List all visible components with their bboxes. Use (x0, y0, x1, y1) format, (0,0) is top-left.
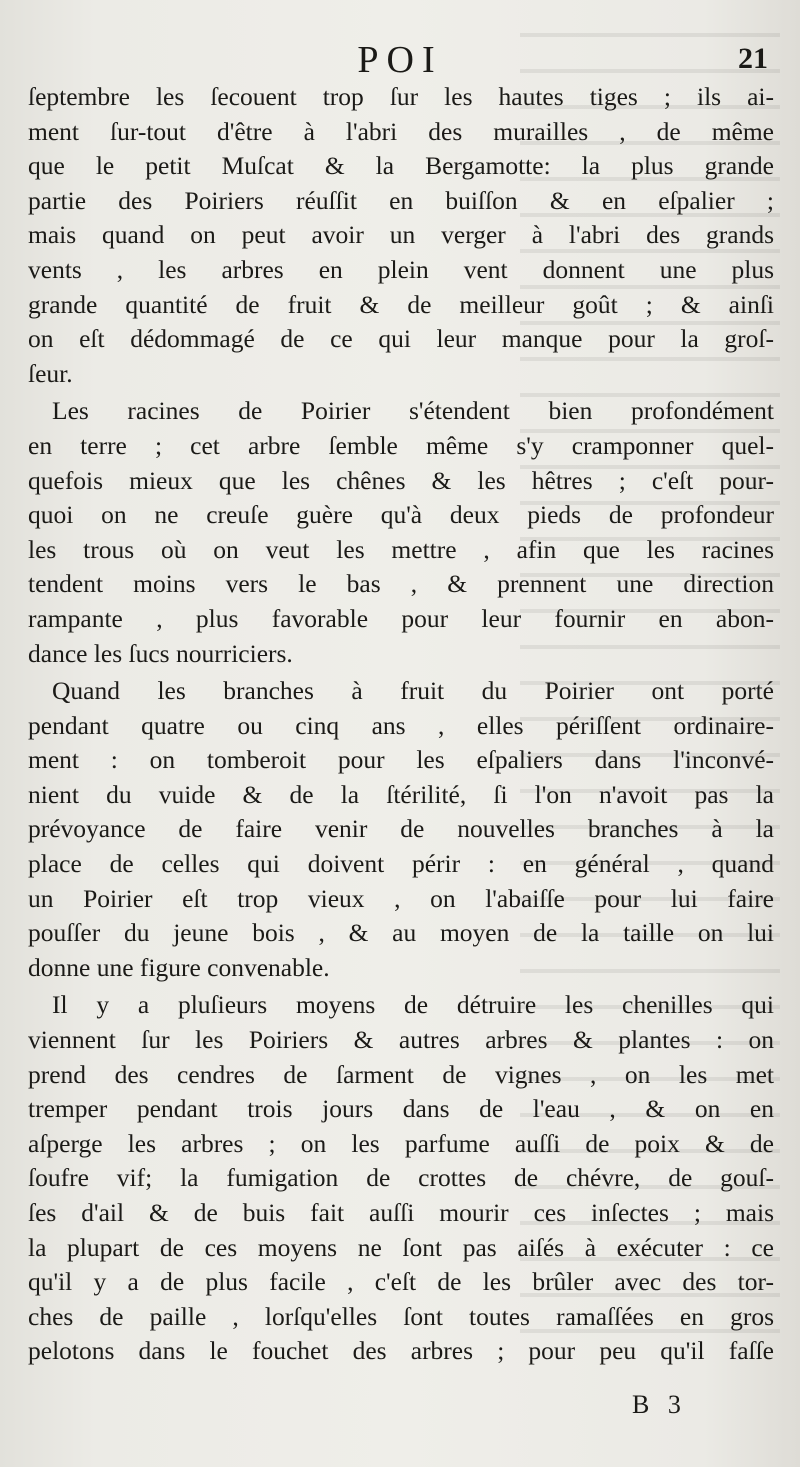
text-line: Quand les branches à fruit du Poirier ont porté (52, 676, 774, 706)
text-line: pelotons dans le fouchet des arbres ; pour peu qu'il faſſe (28, 1336, 774, 1366)
text-line: Il y a pluſieurs moyens de détruire les chenilles qui (52, 990, 774, 1020)
text-line: dance les ſucs nourriciers. (28, 638, 293, 668)
text-line: qu'il y a de plus facile , c'eſt de les brûler avec des tor- (28, 1267, 774, 1297)
text-line: la plupart de ces moyens ne ſont pas aiſés à exécuter : ce (28, 1232, 774, 1262)
text-line: ſeptembre les ſecouent trop ſur les hautes tiges ; ils ai- (28, 82, 774, 111)
text-line: que le petit Muſcat & la Bergamotte: la plus grande (28, 151, 774, 181)
paragraph (28, 988, 774, 1369)
text-line: aſperge les arbres ; on les parfume auſſi de poix & de (28, 1128, 774, 1158)
text-line: donne une figure convenable. (28, 952, 330, 982)
text-line: place de celles qui doivent périr : en général , quand (28, 849, 774, 879)
text-line: pouſſer du jeune bois , & au moyen de la taille on lui (28, 918, 774, 948)
text-line: vents , les arbres en plein vent donnent une plus (28, 254, 774, 284)
paragraph (28, 394, 774, 671)
text-line: prévoyance de faire venir de nouvelles branches à la (28, 814, 774, 844)
text-line: viennent ſur les Poiriers & autres arbres & plantes : on (28, 1025, 774, 1055)
text-line: en terre ; cet arbre ſemble même s'y cramponner quel- (28, 430, 774, 460)
paragraph (28, 80, 774, 391)
body-text (28, 80, 774, 1369)
text-line: ſeur. (28, 358, 73, 388)
text-line: ſes d'ail & de buis fait auſſi mourir ces inſectes ; mais (28, 1198, 774, 1227)
text-line: partie des Poiriers réuſſit en buiſſon & en eſpalier ; (28, 185, 774, 215)
text-line: ment ſur-tout d'être à l'abri des murailles , de même (28, 116, 774, 146)
page-number: 21 (738, 42, 768, 75)
page-header (0, 28, 800, 88)
text-line: prend des cendres de ſarment de vignes , on les met (28, 1059, 774, 1089)
text-line: les trous où on veut les mettre , afin que les racines (28, 534, 774, 564)
text-line: pendant quatre ou cinq ans , elles périſſent ordinaire- (28, 710, 774, 740)
text-line: ches de paille , lorſqu'elles ſont toutes ramaſſées en gros (28, 1301, 774, 1331)
signature-mark: B 3 (632, 1390, 687, 1419)
text-line: ment : on tomberoit pour les eſpaliers dans l'inconvé- (28, 745, 774, 775)
text-line: grande quantité de fruit & de meilleur goût ; & ainſi (28, 289, 774, 319)
text-line: quefois mieux que les chênes & les hêtres ; c'eſt pour- (28, 465, 774, 495)
text-line: tendent moins vers le bas , & prennent une direction (28, 569, 774, 599)
text-line: tremper pendant trois jours dans de l'eau , & on en (28, 1094, 774, 1124)
text-line: quoi on ne creuſe guère qu'à deux pieds de profondeur (28, 500, 774, 530)
text-line: mais quand on peut avoir un verger à l'abri des grands (28, 220, 774, 250)
text-line: on eſt dédommagé de ce qui leur manque pour la groſ- (28, 324, 774, 354)
paragraph (28, 674, 774, 985)
text-line: un Poirier eſt trop vieux , on l'abaiſſe pour lui faire (28, 883, 774, 913)
text-line: nient du vuide & de la ſtérilité, ſi l'on n'avoit pas la (28, 779, 774, 809)
text-line: ſoufre vif; la fumigation de crottes de chévre, de gouſ- (28, 1163, 774, 1193)
text-line: rampante , plus favorable pour leur fournir en abon- (28, 603, 774, 633)
text-line: Les racines de Poirier s'étendent bien profondément (52, 396, 774, 426)
running-title: POI (357, 39, 443, 81)
